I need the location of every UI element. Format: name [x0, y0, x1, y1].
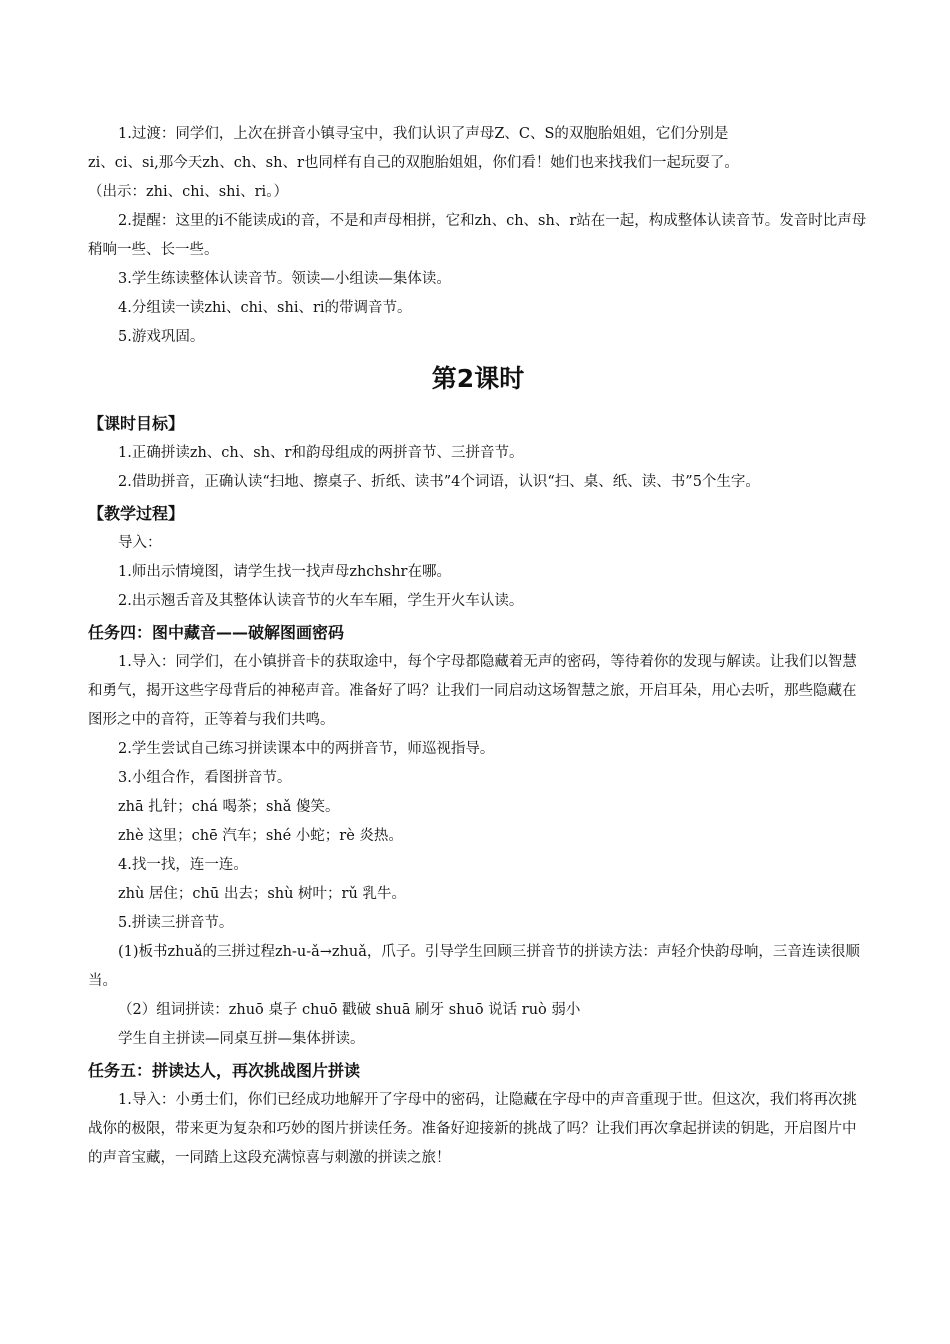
document-page: [88, 120, 868, 1173]
task4-sub-1: (1)板书zhuǎ的三拼过程zh-u-ǎ→zhuǎ，爪子。引导学生回顾三拼音节的拼读方法：声轻介快韵母响，三音连读很顺当。: [88, 944, 860, 989]
reminder-paragraph: 2.提醒：这里的i不能读成i的音，不是和声母相拼，它和zh、ch、sh、r站在一起，构成整体认读音节。发音时比声母稍响一些、长一些。: [88, 213, 867, 258]
game-paragraph: 5.游戏巩固。: [118, 329, 205, 345]
process-item-1: 1.师出示情境图，请学生找一找声母zhchshr在哪。: [118, 564, 451, 580]
group-read-paragraph: 4.分组读一读zhi、chi、shi、ri的带调音节。: [118, 300, 412, 316]
transition-paragraph-line2: zi、ci、si,那今天zh、ch、sh、r也同样有自己的双胞胎姐姐，你们看！她们也来找我们一起玩耍了。: [88, 155, 739, 171]
task4-words-2: zhè 这里；chē 汽车；shé 小蛇；rè 炎热。: [118, 828, 403, 844]
objectives-heading: 【课时目标】: [88, 414, 185, 433]
task4-item-4: 4.找一找，连一连。: [118, 857, 248, 873]
task5-heading: 任务五：拼读达人，再次挑战图片拼读: [88, 1061, 361, 1080]
task4-item-1: 1.导入：同学们，在小镇拼音卡的获取途中，每个字母都隐藏着无声的密码，等待着你的发现与解读。让我们以智慧和勇气，揭开这些字母背后的神秘声音。准备好了吗？让我们一同启动这场智慧之旅，开启耳朵，用心去听，那些隐藏在图形之中的音符，正等着与我们共鸣。: [88, 654, 857, 728]
process-intro: 导入：: [118, 535, 162, 551]
task5-item-1: 1.导入：小勇士们，你们已经成功地解开了字母中的密码，让隐藏在字母中的声音重现于世。但这次，我们将再次挑战你的极限，带来更为复杂和巧妙的图片拼读任务。准备好迎接新的挑战了吗？让我们再次拿起拼读的钥匙，开启图片中的声音宝藏，一同踏上这段充满惊喜与刺激的拼读之旅！: [88, 1092, 857, 1166]
objective-item-2: 2.借助拼音，正确认读“扫地、擦桌子、折纸、读书”4个词语，认识“扫、桌、纸、读、书”5个生字。: [118, 474, 760, 490]
transition-paragraph-line1: 1.过渡：同学们，上次在拼音小镇寻宝中，我们认识了声母Z、C、S的双胞胎姐姐，它们分别是: [118, 126, 729, 142]
task4-item-3: 3.小组合作，看图拼音节。: [118, 770, 292, 786]
transition-paragraph-line3: （出示：zhi、chi、shi、ri。）: [88, 184, 288, 200]
lesson-title: 第2课时: [431, 364, 525, 393]
task4-words-1: zhā 扎针；chá 喝茶；shǎ 傻笑。: [118, 799, 340, 815]
task4-item-2: 2.学生尝试自己练习拼读课本中的两拼音节，师巡视指导。: [118, 741, 495, 757]
objective-item-1: 1.正确拼读zh、ch、sh、r和韵母组成的两拼音节、三拼音节。: [118, 445, 524, 461]
process-heading: 【教学过程】: [88, 504, 185, 523]
task4-words-3: zhù 居住；chū 出去；shù 树叶；rǔ 乳牛。: [118, 886, 406, 902]
task4-sub-2: （2）组词拼读：zhuō 桌子 chuō 戳破 shuā 刷牙 shuō 说话 ruò 弱小: [118, 1002, 581, 1018]
process-item-2: 2.出示翘舌音及其整体认读音节的火车车厢，学生开火车认读。: [118, 593, 524, 609]
task4-heading: 任务四：图中藏音——破解图画密码: [88, 623, 345, 642]
practice-paragraph: 3.学生练读整体认读音节。领读—小组读—集体读。: [118, 271, 451, 287]
task4-item-5: 5.拼读三拼音节。: [118, 915, 234, 931]
task4-sub-3: 学生自主拼读—同桌互拼—集体拼读。: [118, 1031, 365, 1047]
